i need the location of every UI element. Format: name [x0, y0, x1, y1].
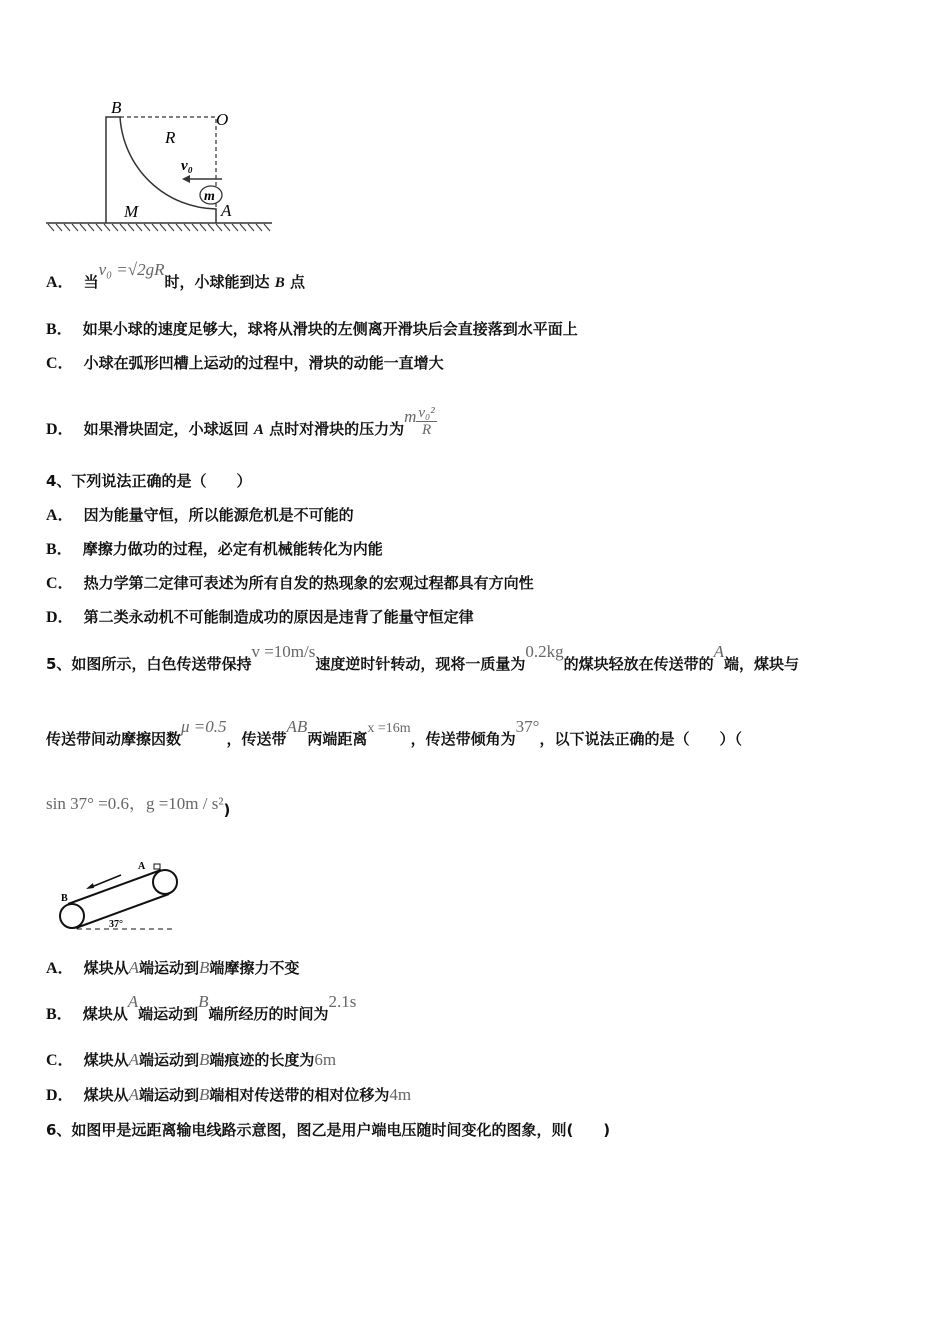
text: 的煤块轻放在传送带的 [563, 655, 714, 673]
text: 煤块从 [83, 1051, 129, 1069]
formula: 6m [314, 1050, 337, 1069]
option-label: C． [46, 355, 74, 372]
text: 端所经历的时间为 [208, 1005, 329, 1023]
q3-option-a[interactable] [46, 260, 305, 293]
denominator: R [421, 422, 432, 438]
label-a: A [138, 861, 146, 872]
formula: 4m [389, 1085, 412, 1104]
formula: sin 37° =0.6，g =10m / s² [46, 794, 224, 813]
text: 端相对传送带的相对位移为 [209, 1086, 390, 1104]
text: 点 [289, 273, 305, 291]
option-label: C． [46, 1052, 74, 1069]
option-label: C． [46, 575, 74, 592]
point-label: A [253, 422, 264, 438]
text: 速度逆时针转动，现将一质量为 [315, 655, 526, 673]
numerator: v₀² [418, 405, 435, 421]
formula: B [198, 992, 209, 1011]
label-big-m: M [124, 202, 139, 221]
text: 端摩擦力不变 [209, 959, 300, 977]
text: ) [223, 801, 231, 819]
text: 端运动到 [138, 959, 199, 977]
label-r: R [165, 128, 176, 147]
q5-option-b[interactable] [46, 992, 357, 1025]
text: ，传送带倾角为 [410, 730, 516, 748]
text: 时，小球能到达 [164, 273, 270, 291]
option-label: A． [46, 960, 74, 977]
q3-option-c[interactable] [46, 353, 444, 374]
text: 端运动到 [138, 1051, 199, 1069]
text: 两端距离 [307, 730, 368, 748]
formula: v =10m/s [251, 642, 316, 661]
formula: 2.1s [328, 992, 357, 1011]
formula-fraction [416, 405, 436, 438]
option-label: B． [46, 1006, 73, 1023]
q5-stem-line1 [46, 642, 800, 674]
q5-option-c[interactable] [46, 1050, 336, 1071]
option-label: D． [46, 609, 74, 626]
q3-option-b[interactable] [46, 319, 578, 340]
text: 传送带间动摩擦因数 [46, 730, 182, 748]
q5-stem-line2 [46, 717, 742, 751]
formula: A [127, 992, 139, 1011]
q3-option-d[interactable] [46, 405, 437, 446]
formula: AB [286, 717, 308, 736]
conveyor-belt-figure [55, 858, 180, 936]
q5-option-a[interactable] [46, 958, 299, 979]
text: 煤块从 [82, 1005, 128, 1023]
formula: A [128, 1050, 139, 1069]
label-b: B [61, 893, 68, 904]
text: 5、如图所示，白色传送带保持 [46, 655, 252, 673]
text: ，传送带 [226, 730, 287, 748]
option-text: 摩擦力做功的过程，必定有机械能转化为内能 [82, 540, 383, 558]
q4-option-d[interactable] [46, 607, 474, 628]
option-label: D． [46, 421, 74, 438]
text: ，以下说法正确的是（ ）（ [539, 730, 742, 748]
option-label: D． [46, 1087, 74, 1104]
formula: A [713, 642, 725, 661]
formula: B [198, 1050, 210, 1069]
slider-groove-figure [44, 95, 279, 240]
formula: B [198, 1085, 210, 1104]
angle-label: 37° [109, 919, 123, 930]
option-text: 因为能量守恒，所以能源危机是不可能的 [83, 506, 354, 524]
option-label: A． [46, 274, 74, 291]
option-label: B． [46, 541, 73, 558]
q4-option-c[interactable] [46, 573, 534, 594]
formula: B [198, 958, 210, 977]
point-label: B [274, 275, 285, 291]
option-label: B． [46, 321, 73, 338]
label-b: B [111, 98, 122, 117]
formula: μ =0.5 [181, 717, 227, 736]
text: 煤块从 [83, 1086, 129, 1104]
q4-option-b[interactable] [46, 539, 383, 560]
text: 当 [83, 273, 99, 291]
formula: v₀ =√2gR [98, 260, 165, 279]
formula: x =16m [367, 721, 411, 736]
label-a: A [221, 201, 232, 220]
label-m: m [204, 189, 215, 204]
text: 端，煤块与 [724, 655, 800, 673]
label-o: O [216, 110, 229, 129]
text: 点时对滑块的压力为 [269, 420, 405, 438]
q5-option-d[interactable] [46, 1085, 411, 1106]
formula: A [128, 958, 139, 977]
formula: 0.2kg [525, 642, 564, 661]
text: 端运动到 [138, 1005, 199, 1023]
text: 端痕迹的长度为 [209, 1051, 315, 1069]
option-text: 第二类永动机不可能制造成功的原因是违背了能量守恒定律 [83, 608, 474, 626]
option-text: 热力学第二定律可表述为所有自发的热现象的宏观过程都具有方向性 [83, 574, 534, 592]
formula: 37° [515, 717, 540, 736]
option-text: 小球在弧形凹槽上运动的过程中，滑块的动能一直增大 [83, 354, 444, 372]
option-text: 如果小球的速度足够大，球将从滑块的左侧离开滑块后会直接落到水平面上 [82, 320, 578, 338]
q4-stem: 4、下列说法正确的是（ ） [46, 472, 252, 490]
label-v0: v₀ [181, 158, 193, 174]
text: 煤块从 [83, 959, 129, 977]
text: 如果滑块固定，小球返回 [83, 420, 249, 438]
q5-stem-line3 [46, 794, 231, 820]
option-label: A． [46, 507, 74, 524]
text: 端运动到 [138, 1086, 199, 1104]
q6-stem: 6、如图甲是远距离输电线路示意图，图乙是用户端电压随时间变化的图象，则( ) [46, 1121, 611, 1139]
formula-m: m [404, 407, 417, 426]
q4-option-a[interactable] [46, 505, 354, 526]
formula: A [128, 1085, 139, 1104]
